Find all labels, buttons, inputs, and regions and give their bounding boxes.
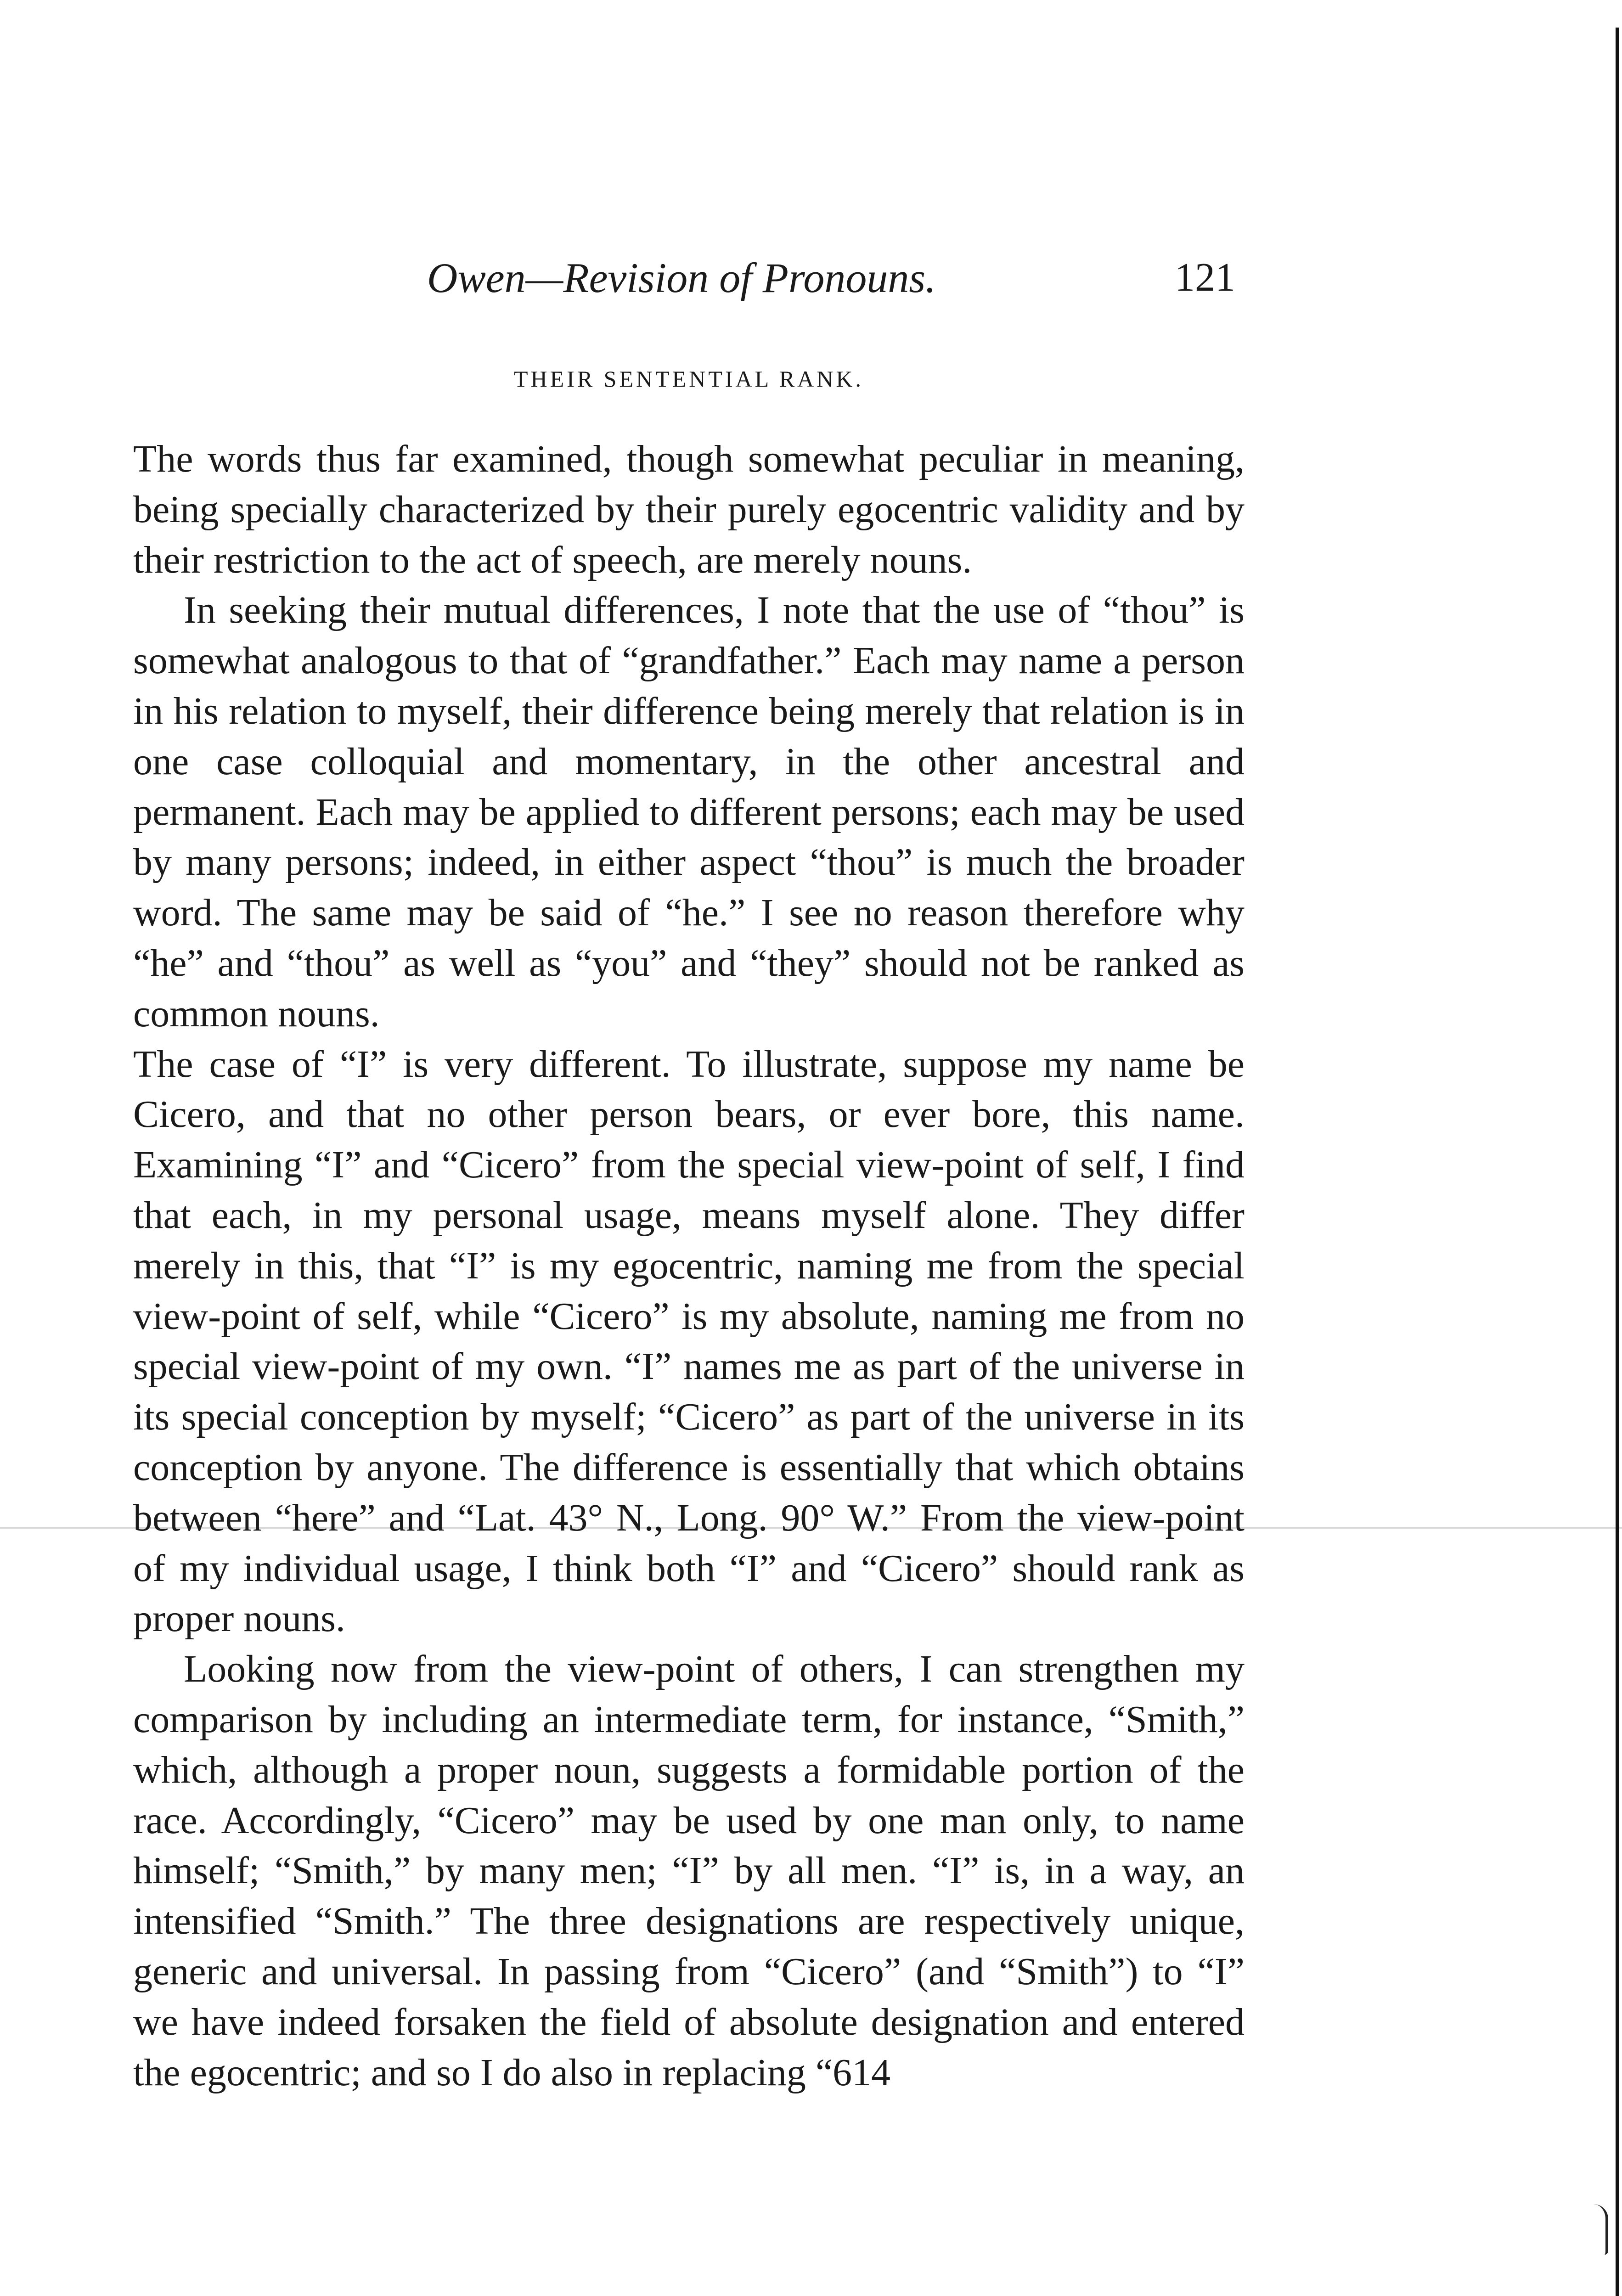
paragraph-1: The words thus far examined, though somewhat peculiar in meaning, being specially characterized by their purely egocentric validity and by their restriction to the act of speech, are merely nouns. [133, 438, 1245, 581]
page-number: 121 [1175, 255, 1235, 300]
body-text [133, 434, 1245, 2098]
paragraph-4: Looking now from the view-point of others, I can strengthen my comparison by including an intermediate term, for instance, “Smith,” which, although a proper noun, suggests a formidable portion of the race. Accordingly, “Cicero” may be used by one man only, to name himself; “Smith,” by many men; “I” by all men. “I” is, in a way, an intensified “Smith.” The three designations are respectively unique, generic and universal. In passing from “Cicero” (and “Smith”) to “I” we have indeed forsaken the field of absolute designation and entered the egocentric; and so I do also in replacing “614 [133, 1648, 1245, 2094]
running-title: Owen—Revision of Pronouns. [427, 254, 936, 301]
paragraph-2: In seeking their mutual differences, I note that the use of “thou” is somewhat analogous to that of “grandfather.” Each may name a person in his relation to myself, their difference being merely that relation is in one case colloquial and momentary, in the other ancestral and permanent. Each may be applied to different persons; each may be used by many persons; indeed, in either aspect “thou” is much the broader word. The same may be said of “he.” I see no reason therefore why “he” and “thou” as well as “you” and “they” should not be ranked as common nouns. [133, 589, 1245, 1035]
page-edge-border [1616, 28, 1619, 2296]
running-head [133, 253, 1245, 303]
paragraph-3: The case of “I” is very different. To illustrate, suppose my name be Cicero, and that no other person bears, or ever bore, this name. Examining “I” and “Cicero” from the special view-point of self, I find that each, in my personal usage, means myself alone. They differ merely in this, that “I” is my egocentric, naming me from the special view-point of self, while “Cicero” is my absolute, naming me from no special view-point of my own. “I” names me as part of the universe in its special conception by myself; “Cicero” as part of the universe in its conception by anyone. The difference is essentially that which obtains between “here” and “Lat. 43° N., Long. 90° W.” From the view-point of my individual usage, I think both “I” and “Cicero” should rank as proper nouns. [133, 1042, 1245, 1640]
margin-pencil-mark [1594, 2204, 1608, 2255]
section-heading: THEIR SENTENTIAL RANK. [513, 366, 864, 392]
